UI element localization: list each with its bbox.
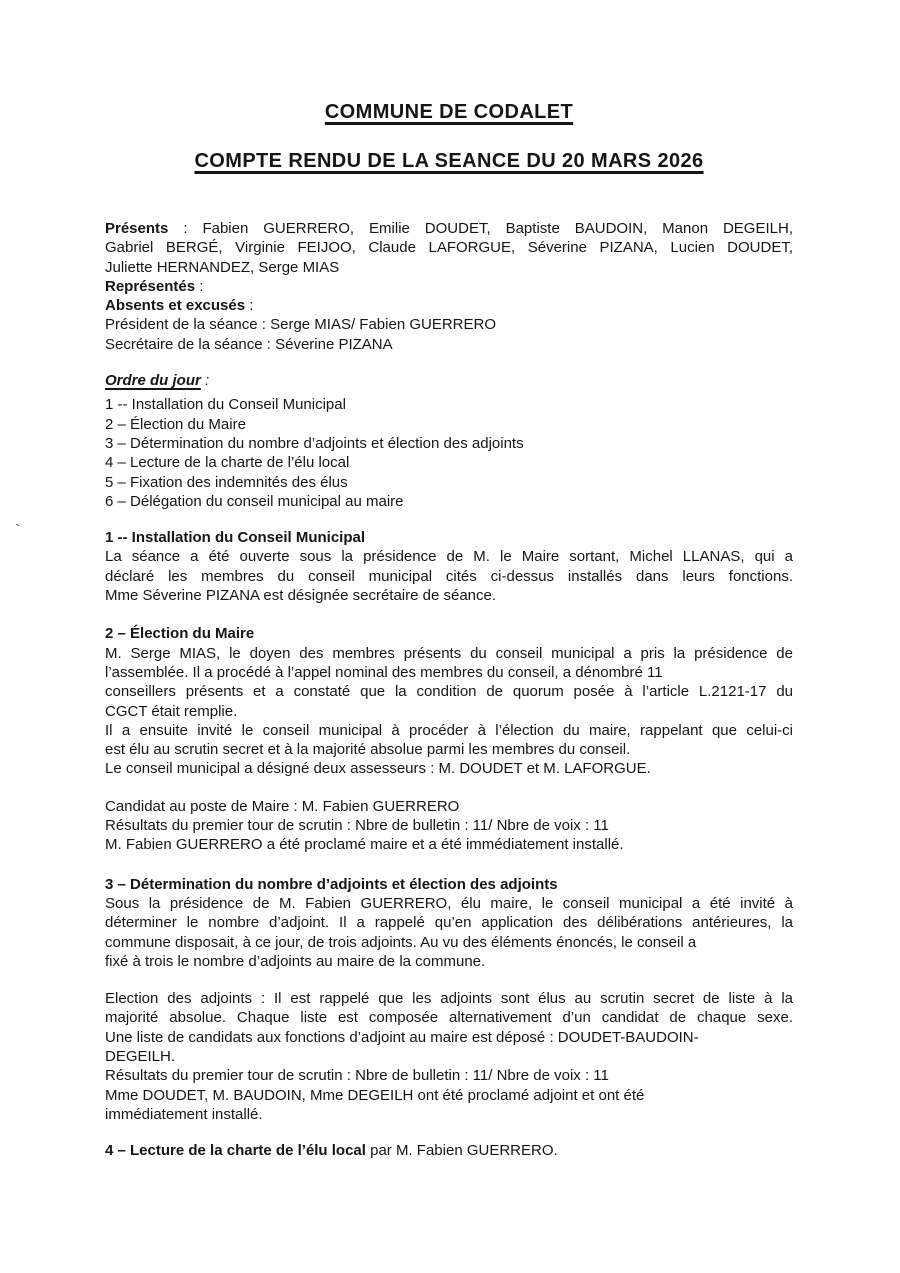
section-3-line-3: commune disposait, à ce jour, de trois adjoints. Au vu des éléments énoncés, le conseil a	[105, 933, 697, 951]
section-1-line-3: Mme Séverine PIZANA est désignée secrétaire de séance.	[105, 587, 497, 605]
representes-line	[105, 277, 793, 296]
presents-line-2: Gabriel BERGÉ, Virginie FEIJOO, Claude LAFORGUE, Séverine PIZANA, Lucien DOUDET,	[105, 239, 793, 257]
section-2-line-6: est élu au scrutin secret et à la majorité absolue parmi les membres du conseil.	[105, 741, 631, 759]
section-2-line-4: CGCT était remplie.	[105, 702, 238, 720]
agenda-item-3: 3 – Détermination du nombre d’adjoints et élection des adjoints	[105, 434, 524, 452]
representes-colon: :	[195, 277, 204, 295]
document-title-text: COMMUNE DE CODALET	[324, 101, 574, 123]
scan-artifact-mark: `	[14, 521, 23, 540]
absents-label: Absents et excusés	[105, 297, 246, 315]
section-2-line-3: conseillers présents et a constaté que la condition de quorum posée à l’article L.2121-17 du	[105, 683, 793, 701]
presents-line-1	[105, 219, 793, 238]
secretaire-line: Secrétaire de la séance : Séverine PIZANA	[105, 335, 393, 353]
section-2-line-7: Le conseil municipal a désigné deux assesseurs : M. DOUDET et M. LAFORGUE.	[105, 760, 651, 778]
presents-line-3: Juliette HERNANDEZ, Serge MIAS	[105, 258, 340, 276]
ordre-du-jour-heading	[105, 371, 793, 390]
section-1-line-2: déclaré les membres du conseil municipal cités ci-dessus installés dans leurs fonctions.	[105, 567, 793, 585]
adjoints-line-2: majorité absolue. Chaque liste est composée alternativement d’un candidat de chaque sexe.	[105, 1009, 793, 1027]
proclamation-adjoints-line-1: Mme DOUDET, M. BAUDOIN, Mme DEGEILH ont été proclamé adjoint et ont été	[105, 1086, 645, 1104]
section-2-line-1: M. Serge MIAS, le doyen des membres présents du conseil municipal a pris la présidence de	[105, 644, 793, 662]
ordre-du-jour-colon: :	[200, 372, 210, 390]
president-line: Président de la séance : Serge MIAS/ Fabien GUERRERO	[105, 316, 497, 334]
adjoints-line-3: Une liste de candidats aux fonctions d’adjoint au maire est déposé : DOUDET-BAUDOIN-	[105, 1028, 699, 1046]
agenda-item-4: 4 – Lecture de la charte de l’élu local	[105, 454, 350, 472]
absents-colon: :	[245, 297, 254, 315]
scrutin-maire-block	[105, 797, 793, 855]
attendance-block	[105, 219, 793, 354]
section-4-heading-line	[105, 1141, 793, 1160]
agenda-item-1: 1 -- Installation du Conseil Municipal	[105, 396, 346, 414]
ordre-du-jour-heading-text: Ordre du jour	[105, 372, 201, 390]
section-2-line-5: Il a ensuite invité le conseil municipal à procéder à l’élection du maire, rappelant que celui-ci	[105, 721, 793, 739]
resultats-adjoints-line: Résultats du premier tour de scrutin : Nbre de bulletin : 11/ Nbre de voix : 11	[105, 1067, 609, 1085]
agenda-item-5: 5 – Fixation des indemnités des élus	[105, 473, 348, 491]
section-4	[105, 1141, 793, 1160]
section-4-heading: 4 – Lecture de la charte de l’élu local	[105, 1142, 366, 1160]
presents-label: Présents	[105, 220, 169, 237]
resultats-maire-line: Résultats du premier tour de scrutin : Nbre de bulletin : 11/ Nbre de voix : 11	[105, 817, 609, 835]
section-3	[105, 875, 793, 971]
adjoints-line-1: Election des adjoints : Il est rappelé que les adjoints sont élus au scrutin secret de liste à la	[105, 990, 793, 1008]
section-1	[105, 528, 793, 605]
section-3-line-2: déterminer le nombre d’adjoint. Il a rappelé qu’en application des délibérations antérieures, la	[105, 914, 793, 932]
section-3-line-1: Sous la présidence de M. Fabien GUERRERO, élu maire, le conseil municipal a été invité à	[105, 894, 793, 912]
document-title	[105, 100, 793, 124]
presents-colon: :	[168, 220, 203, 237]
section-2-line-2: l’assemblée. Il a procédé à l’appel nominal des membres du conseil, a dénombré 11	[105, 663, 663, 681]
section-2	[105, 624, 793, 778]
adjoints-line-4: DEGEILH.	[105, 1047, 176, 1065]
presents-names-1: Fabien GUERRERO, Emilie DOUDET, Baptiste BAUDOIN, Manon DEGEILH,	[202, 220, 793, 237]
agenda-item-2: 2 – Élection du Maire	[105, 415, 246, 433]
section-1-line-1: La séance a été ouverte sous la présidence de M. le Maire sortant, Michel LLANAS, qui a	[105, 548, 793, 566]
proclamation-adjoints-line-2: immédiatement installé.	[105, 1105, 263, 1123]
section-3-line-4: fixé à trois le nombre d’adjoints au maire de la commune.	[105, 952, 486, 970]
section-1-heading: 1 -- Installation du Conseil Municipal	[105, 529, 366, 547]
section-4-rest: par M. Fabien GUERRERO.	[365, 1142, 558, 1160]
agenda-item-6: 6 – Délégation du conseil municipal au maire	[105, 492, 404, 510]
candidat-line: Candidat au poste de Maire : M. Fabien GUERRERO	[105, 797, 460, 815]
election-adjoints-block	[105, 989, 793, 1124]
section-3-heading: 3 – Détermination du nombre d’adjoints et élection des adjoints	[105, 875, 558, 893]
agenda-block	[105, 371, 793, 511]
representes-label: Représentés	[105, 277, 196, 295]
agenda-items	[105, 395, 793, 511]
document-subtitle	[105, 149, 793, 173]
section-2-heading: 2 – Élection du Maire	[105, 625, 255, 643]
proclamation-maire-line: M. Fabien GUERRERO a été proclamé maire et a été immédiatement installé.	[105, 836, 624, 854]
document-subtitle-text: COMPTE RENDU DE LA SEANCE DU 20 MARS 2026	[194, 150, 704, 172]
absents-line	[105, 296, 793, 315]
